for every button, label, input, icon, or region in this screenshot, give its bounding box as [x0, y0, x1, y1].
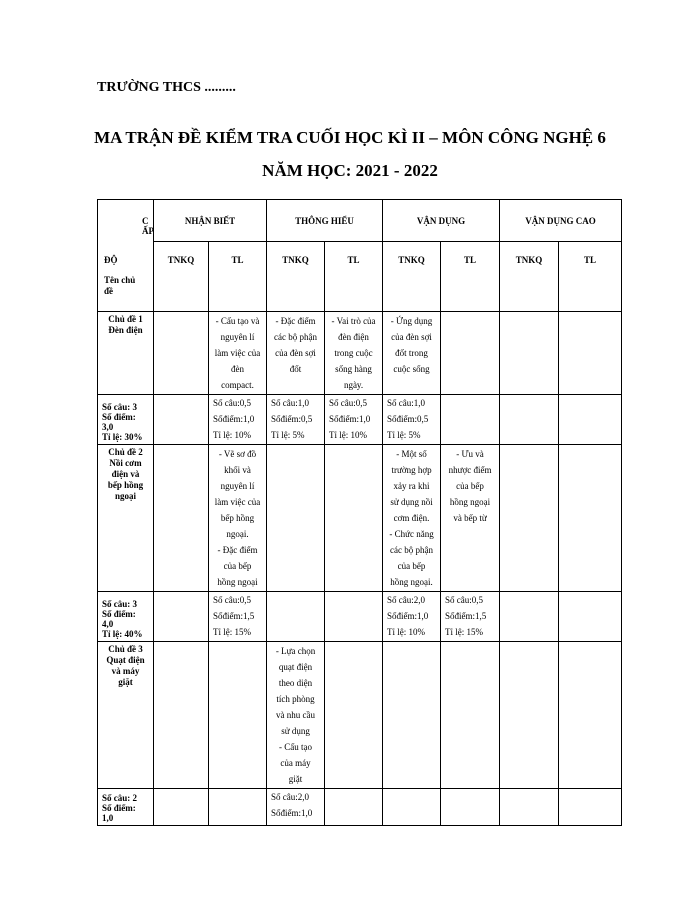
- cell-empty: [154, 312, 209, 395]
- topic-2-vd-tl-stats: Số câu:0,5 Sốđiểm:1,5 Tỉ lệ: 15%: [441, 592, 500, 642]
- topic-1-th-tnkq-stats: Số câu:1,0 Sốđiểm:0,5 Tỉ lệ: 5%: [267, 395, 325, 445]
- level-thong-hieu: THÔNG HIỂU: [267, 200, 383, 242]
- cell-empty: [209, 789, 267, 826]
- cell-empty: [441, 642, 500, 789]
- school-year: NĂM HỌC: 2021 - 2022: [262, 161, 438, 180]
- cell-empty: [154, 592, 209, 642]
- cell-empty: [325, 592, 383, 642]
- sub-header: TL: [209, 242, 267, 312]
- cell-empty: [559, 789, 622, 826]
- topic-1-vd-tnkq: - Ứng dụng của đèn sợi đốt trong cuộc sống: [383, 312, 441, 395]
- cell-empty: [154, 445, 209, 592]
- school-name: TRƯỜNG THCS .........: [97, 80, 236, 95]
- level-van-dung-cao: VẬN DỤNG CAO: [500, 200, 622, 242]
- sub-header: TNKQ: [500, 242, 559, 312]
- header-do: ĐỘ: [104, 255, 118, 265]
- topic-2-name: Chủ đề 2 Nồi cơm điện và bếp hồng ngoại: [98, 445, 154, 592]
- cell-empty: [154, 642, 209, 789]
- cell-empty: [209, 642, 267, 789]
- cell-empty: [267, 445, 325, 592]
- sub-header: TL: [559, 242, 622, 312]
- cell-empty: [559, 445, 622, 592]
- cell-empty: [325, 642, 383, 789]
- topic-1-nb-tl-stats: Số câu:0,5 Sốđiểm:1,0 Tỉ lệ: 10%: [209, 395, 267, 445]
- topic-2-vd-tnkq-stats: Số câu:2,0 Sốđiểm:1,0 Tỉ lệ: 10%: [383, 592, 441, 642]
- cell-empty: [267, 592, 325, 642]
- sub-header: TL: [325, 242, 383, 312]
- topic-2-stats: Số câu: 3 Số điểm: 4,0 Tỉ lệ: 40%: [98, 592, 154, 642]
- level-van-dung: VẬN DỤNG: [383, 200, 500, 242]
- cell-empty: [559, 312, 622, 395]
- topic-1-th-tl-stats: Số câu:0,5 Sốđiểm:1,0 Tỉ lệ: 10%: [325, 395, 383, 445]
- cell-empty: [500, 445, 559, 592]
- sub-header: TNKQ: [154, 242, 209, 312]
- topic-1-vd-tnkq-stats: Số câu:1,0 Sốđiểm:0,5 Tỉ lệ: 5%: [383, 395, 441, 445]
- topic-2-nb-tl: - Vẽ sơ đồ khối và nguyên lí làm việc của bếp hồng ngoại. - Đặc điểm của bếp hồng ngoại: [209, 445, 267, 592]
- topic-2-vd-tnkq: - Một số trường hợp xảy ra khi sử dụng nồi cơm điện. - Chức năng các bộ phận của bếp hồng ngoại.: [383, 445, 441, 592]
- cell-empty: [383, 789, 441, 826]
- sub-header: TL: [441, 242, 500, 312]
- topic-3-name: Chủ đề 3 Quạt điện và máy giặt: [98, 642, 154, 789]
- topic-1-th-tnkq: - Đặc điểm các bộ phận của đèn sợi đốt: [267, 312, 325, 395]
- exam-matrix-table: [97, 199, 622, 826]
- cell-empty: [500, 395, 559, 445]
- sub-header: TNKQ: [267, 242, 325, 312]
- cell-empty: [154, 395, 209, 445]
- cell-empty: [325, 445, 383, 592]
- cell-empty: [383, 642, 441, 789]
- header-topic-name: Tên chủ đề: [104, 275, 136, 296]
- topic-1-th-tl: - Vai trò của đèn điện trong cuộc sống hàng ngày.: [325, 312, 383, 395]
- cell-empty: [441, 395, 500, 445]
- cell-empty: [441, 312, 500, 395]
- cell-empty: [441, 789, 500, 826]
- cell-empty: [154, 789, 209, 826]
- header-cap: C ẤP: [142, 216, 154, 236]
- sub-header: TNKQ: [383, 242, 441, 312]
- cell-empty: [559, 642, 622, 789]
- topic-3-th-tnkq: - Lựa chọn quạt điện theo diện tích phòng và nhu cầu sử dụng - Cấu tạo của máy giặt: [267, 642, 325, 789]
- topic-1-stats: Số câu: 3 Số điểm: 3,0 Tỉ lệ: 30%: [98, 395, 154, 445]
- header-corner: [98, 200, 154, 312]
- document-title: MA TRẬN ĐỀ KIỂM TRA CUỐI HỌC KÌ II – MÔN CÔNG NGHỆ 6: [94, 128, 606, 147]
- topic-3-th-tnkq-stats: Số câu:2,0 Sốđiểm:1,0: [267, 789, 325, 826]
- topic-2-nb-tl-stats: Số câu:0,5 Sốđiểm:1,5 Tỉ lệ: 15%: [209, 592, 267, 642]
- cell-empty: [559, 592, 622, 642]
- topic-1-nb-tl: - Cấu tạo và nguyên lí làm việc của đèn compact.: [209, 312, 267, 395]
- topic-3-stats: Số câu: 2 Số điểm: 1,0: [98, 789, 154, 826]
- cell-empty: [325, 789, 383, 826]
- level-nhan-biet: NHẬN BIẾT: [154, 200, 267, 242]
- topic-1-name: Chủ đề 1 Đèn điện: [98, 312, 154, 395]
- topic-2-vd-tl: - Ưu và nhược điểm của bếp hồng ngoại và bếp từ: [441, 445, 500, 592]
- cell-empty: [500, 592, 559, 642]
- cell-empty: [500, 789, 559, 826]
- cell-empty: [500, 312, 559, 395]
- cell-empty: [500, 642, 559, 789]
- cell-empty: [559, 395, 622, 445]
